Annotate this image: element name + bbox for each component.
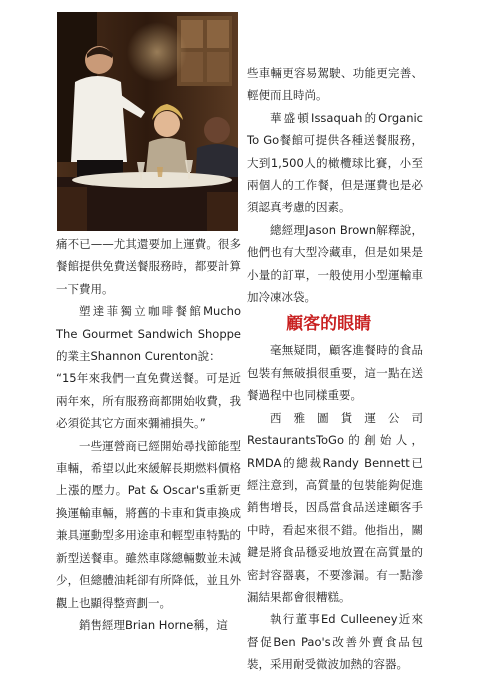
left-paragraph-1: 痛不已——尤其還要加上運費。很多餐館提供免費送餐服務時，都要計算一下費用。 bbox=[56, 237, 241, 296]
restaurant-scene-image bbox=[57, 12, 238, 231]
left-column bbox=[56, 233, 241, 636]
right-paragraph-1: 些車輛更容易駕駛、功能更完善、輕便而且時尚。 bbox=[247, 66, 423, 103]
right-paragraph-6: 執行董事Ed Culleeney近來督促Ben Pao's改善外賣食品包裝，采用耐受微波加熱的容器。 bbox=[247, 612, 423, 672]
right-paragraph-2: 華盛頓Issaquah的Organic To Go餐館可提供各種送餐服務，大到1,500人的橄欖球比賽，小至兩個人的工作餐，但是運費也是必須認真考慮的因素。 bbox=[247, 110, 423, 215]
right-column bbox=[247, 62, 423, 676]
left-quote: “15年來我們一直免費送餐。可是近兩年來，所有服務商都開始收費，我必須從其它方面來彌補損失。” bbox=[56, 371, 241, 431]
left-paragraph-2: 塑達菲獨立咖啡餐館Mucho The Gourmet Sandwich Shoppe的業主Shannon Curenton說： bbox=[56, 304, 241, 364]
restaurant-photo bbox=[57, 12, 238, 231]
section-heading: 顧客的眼睛 bbox=[286, 314, 372, 335]
left-paragraph-4: 一些運營商已經開始尋找節能型車輛，希望以此來緩解長期燃料價格上漲的壓力。Pat & Oscar's重新更換運輸車輛，將舊的卡車和貨車換成兼具運動型多用途車和輕型車特點的新型送餐車。雖然車隊總輛數並未減少，但總體油耗卻有所降低，並且外觀上也顯得整齊劃一。 bbox=[56, 438, 241, 610]
right-paragraph-3: 總經理Jason Brown解釋說，他們也有大型冷藏車，但是如果是小量的訂單，一般使用小型運輸車加冷凍冰袋。 bbox=[247, 222, 423, 305]
right-paragraph-4: 毫無疑問，顧客進餐時的食品包裝有無破損很重要，這一點在送餐過程中也同樣重要。 bbox=[247, 343, 423, 403]
right-paragraph-5: 西雅圖貨運公司RestaurantsToGo的創始人，RMDA的總裁Randy Bennett已經注意到，高質量的包裝能夠促進銷售增長，因爲當食品送達顧客手中時，看起來很不錯。他指出，關鍵是將食品穩妥地放置在高質量的密封容器裏，不要滲漏。有一點滲漏結果都會很糟糕。 bbox=[247, 410, 423, 604]
left-paragraph-5: 銷售經理Brian Horne稱，這 bbox=[79, 617, 228, 632]
